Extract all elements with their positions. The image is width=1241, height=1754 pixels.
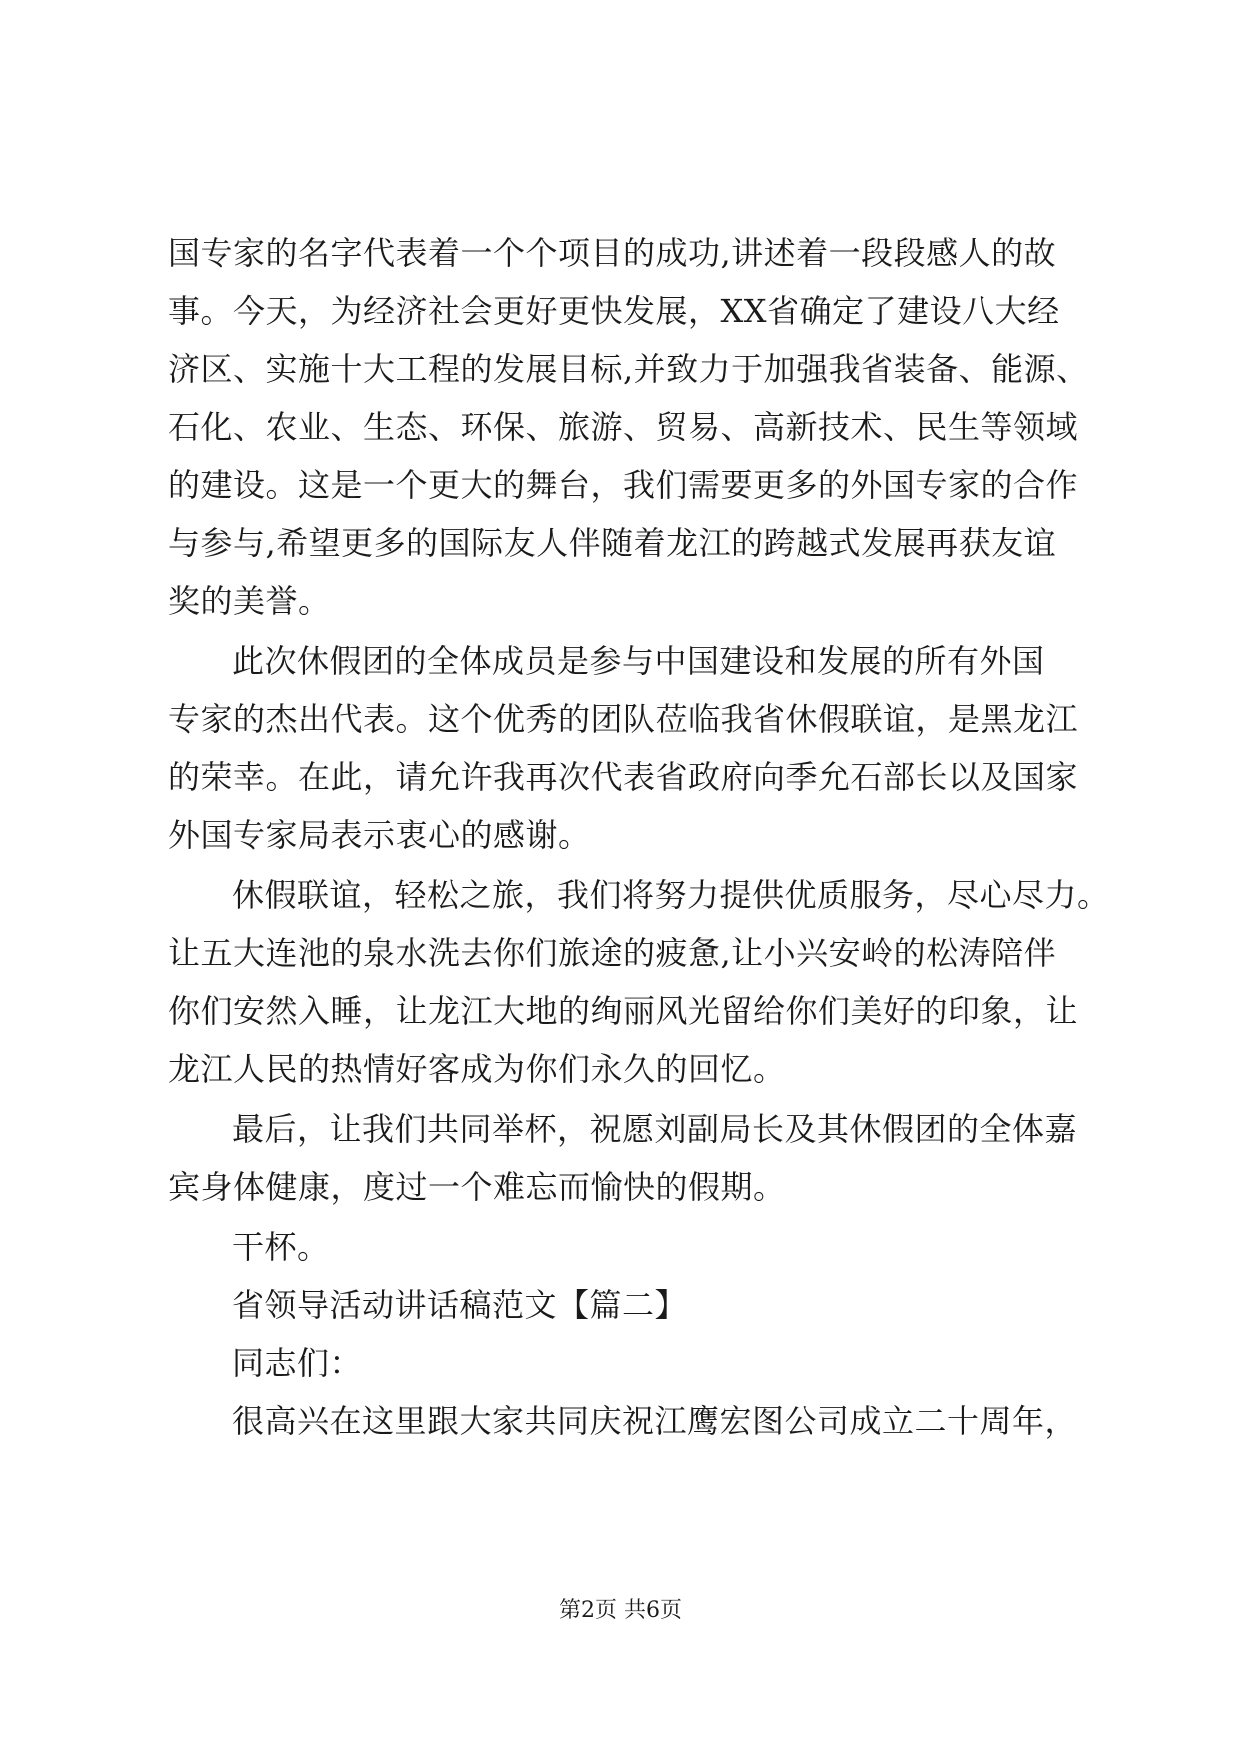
paragraph-start-line: 休假联谊，轻松之旅，我们将努力提供优质服务，尽心尽力。 [232, 876, 1110, 914]
body-line: 你们安然入睡，让龙江大地的绚丽风光留给你们美好的印象，让 [168, 992, 1079, 1030]
paragraph-start-line: 最后，让我们共同举杯，祝愿刘副局长及其休假团的全体嘉 [232, 1110, 1078, 1148]
body-line: 专家的杰出代表。这个优秀的团队莅临我省休假联谊，是黑龙江 [168, 700, 1079, 738]
page-footer: 第2页 共6页 [559, 1598, 682, 1623]
section-heading: 省领导活动讲话稿范文【篇二】 [232, 1286, 688, 1324]
toast-line: 干杯。 [232, 1228, 330, 1266]
body-line: 龙江人民的热情好客成为你们永久的回忆。 [168, 1050, 786, 1088]
body-line: 让五大连池的泉水洗去你们旅途的疲惫,让小兴安岭的松涛陪伴 [168, 934, 1057, 972]
body-line: 与参与,希望更多的国际友人伴随着龙江的跨越式发展再获友谊 [168, 524, 1057, 562]
body-line: 的建设。这是一个更大的舞台，我们需要更多的外国专家的合作 [168, 466, 1079, 504]
body-line: 的荣幸。在此，请允许我再次代表省政府向季允石部长以及国家 [168, 758, 1079, 796]
salutation: 同志们： [232, 1344, 363, 1382]
body-line: 宾身体健康，度过一个难忘而愉快的假期。 [168, 1168, 786, 1206]
body-line: 事。今天，为经济社会更好更快发展，XX省确定了建设八大经 [168, 292, 1060, 330]
paragraph-start-line: 此次休假团的全体成员是参与中国建设和发展的所有外国 [232, 642, 1045, 680]
body-line: 国专家的名字代表着一个个项目的成功,讲述着一段段感人的故 [168, 234, 1057, 272]
body-line: 济区、实施十大工程的发展目标,并致力于加强我省装备、能源、 [168, 350, 1089, 388]
body-line: 石化、农业、生态、环保、旅游、贸易、高新技术、民生等领域 [168, 408, 1079, 446]
body-line: 奖的美誉。 [168, 582, 331, 620]
body-line: 外国专家局表示衷心的感谢。 [168, 816, 591, 854]
paragraph-start-line: 很高兴在这里跟大家共同庆祝江鹰宏图公司成立二十周年， [232, 1402, 1078, 1440]
